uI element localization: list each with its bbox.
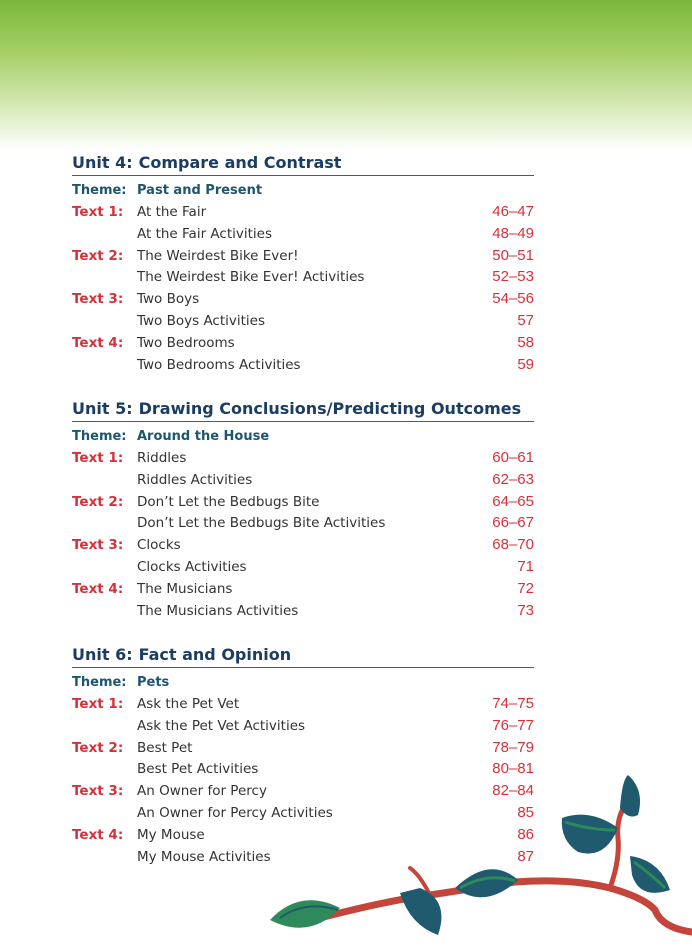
page-range: 57 — [517, 311, 534, 329]
text-label: Text 4: — [72, 580, 124, 597]
unit-4-section — [72, 153, 534, 376]
entry-title: An Owner for Percy Activities — [137, 804, 333, 821]
toc-entry[interactable] — [72, 557, 534, 579]
page-range: 71 — [517, 557, 534, 575]
theme-label: Theme: — [72, 429, 127, 444]
page-range: 66–67 — [492, 514, 534, 532]
leaf-icon — [620, 775, 640, 816]
entry-title: Don’t Let the Bedbugs Bite — [137, 493, 320, 510]
entry-title: My Mouse Activities — [137, 848, 271, 865]
text-label: Text 1: — [72, 450, 124, 466]
page-range: 80–81 — [492, 760, 534, 778]
theme-row — [72, 672, 534, 694]
toc-entry[interactable] — [72, 448, 534, 470]
entry-title: Two Bedrooms — [137, 334, 235, 351]
leaf-icon — [455, 869, 518, 897]
toc-entry[interactable] — [72, 601, 534, 623]
theme-label: Theme: — [72, 183, 127, 198]
text-label: Text 2: — [72, 739, 124, 756]
unit-label: Unit 5: — [72, 399, 133, 418]
theme-name: Around the House — [137, 429, 270, 444]
entry-title: The Musicians — [137, 580, 233, 597]
entry-title: My Mouse — [137, 826, 205, 843]
toc-entry[interactable] — [72, 535, 534, 557]
toc-entry[interactable] — [72, 224, 534, 246]
entry-title: Two Boys — [137, 291, 200, 308]
text-label: Text 3: — [72, 291, 124, 308]
entry-title: At the Fair Activities — [137, 225, 273, 242]
unit-title: Fact and Opinion — [138, 645, 292, 664]
unit-label: Unit 4: — [72, 153, 133, 172]
leaf-icon — [562, 815, 618, 854]
page-range: 86 — [517, 825, 534, 843]
toc-entry[interactable] — [72, 333, 534, 355]
page-range: 60–61 — [492, 449, 534, 466]
page-range: 76–77 — [492, 716, 534, 734]
leaf-icon — [270, 900, 340, 927]
entry-title: The Musicians Activities — [137, 602, 299, 619]
theme-name: Past and Present — [137, 183, 263, 198]
entry-title: Riddles Activities — [137, 471, 253, 488]
page-range: 73 — [517, 601, 534, 619]
top-green-gradient-banner — [0, 0, 692, 150]
theme-row — [72, 426, 534, 448]
text-label: Text 3: — [72, 783, 124, 800]
entry-title: Ask the Pet Vet Activities — [137, 717, 306, 734]
entry-title: The Weirdest Bike Ever! Activities — [137, 269, 365, 286]
entry-title: Best Pet — [137, 739, 193, 756]
text-label: Text 2: — [72, 247, 124, 264]
page-range: 59 — [517, 355, 534, 373]
entry-title: At the Fair — [137, 204, 207, 220]
entry-title: Two Bedrooms Activities — [137, 356, 301, 373]
text-label: Text 4: — [72, 826, 124, 843]
toc-entry[interactable] — [72, 470, 534, 492]
toc-entry[interactable] — [72, 492, 534, 514]
entry-title: An Owner for Percy — [137, 783, 267, 800]
toc-entry[interactable] — [72, 289, 534, 311]
unit-heading — [72, 399, 534, 422]
page-range: 52–53 — [492, 268, 534, 286]
page-range: 72 — [517, 579, 534, 597]
page-range: 82–84 — [492, 782, 534, 800]
entry-title: Don’t Let the Bedbugs Bite Activities — [137, 515, 386, 532]
entry-title: Two Boys Activities — [137, 312, 266, 329]
vine-branch — [610, 805, 625, 888]
page-range: 58 — [517, 333, 534, 351]
page-range: 64–65 — [492, 492, 534, 510]
text-label: Text 2: — [72, 493, 124, 510]
toc-entry[interactable] — [72, 716, 534, 738]
unit-title: Compare and Contrast — [138, 153, 342, 172]
entry-title: Clocks Activities — [137, 558, 247, 575]
text-label: Text 1: — [72, 204, 124, 220]
toc-entry[interactable] — [72, 513, 534, 535]
theme-row — [72, 180, 534, 202]
page-range: 74–75 — [492, 695, 534, 712]
toc-entry[interactable] — [72, 355, 534, 377]
page-range: 87 — [517, 847, 534, 865]
page-range: 85 — [517, 803, 534, 821]
toc-entry[interactable] — [72, 311, 534, 333]
unit-5-section — [72, 399, 534, 622]
toc-entry[interactable] — [72, 267, 534, 289]
page-range: 78–79 — [492, 738, 534, 756]
page-range: 50–51 — [492, 246, 534, 264]
toc-entry[interactable] — [72, 246, 534, 268]
toc-entry[interactable] — [72, 694, 534, 716]
toc-entry[interactable] — [72, 579, 534, 601]
theme-label: Theme: — [72, 675, 127, 690]
text-label: Text 4: — [72, 334, 124, 351]
text-label: Text 3: — [72, 537, 124, 554]
theme-name: Pets — [137, 675, 170, 690]
page-range: 46–47 — [492, 203, 534, 220]
page-range: 62–63 — [492, 470, 534, 488]
toc-entry[interactable] — [72, 202, 534, 224]
vine-illustration — [260, 760, 692, 951]
text-label: Text 1: — [72, 696, 124, 712]
unit-heading — [72, 645, 534, 668]
toc-entry[interactable] — [72, 738, 534, 760]
entry-title: Best Pet Activities — [137, 761, 259, 778]
unit-title: Drawing Conclusions/Predicting Outcomes — [138, 399, 522, 418]
entry-title: Ask the Pet Vet — [137, 696, 240, 712]
unit-label: Unit 6: — [72, 645, 133, 664]
page-range: 48–49 — [492, 224, 534, 242]
page-range: 54–56 — [492, 290, 534, 308]
entry-title: The Weirdest Bike Ever! — [137, 247, 299, 264]
unit-heading — [72, 153, 534, 176]
page-range: 68–70 — [492, 536, 534, 554]
entry-title: Clocks — [137, 537, 181, 554]
entry-title: Riddles — [137, 450, 187, 466]
